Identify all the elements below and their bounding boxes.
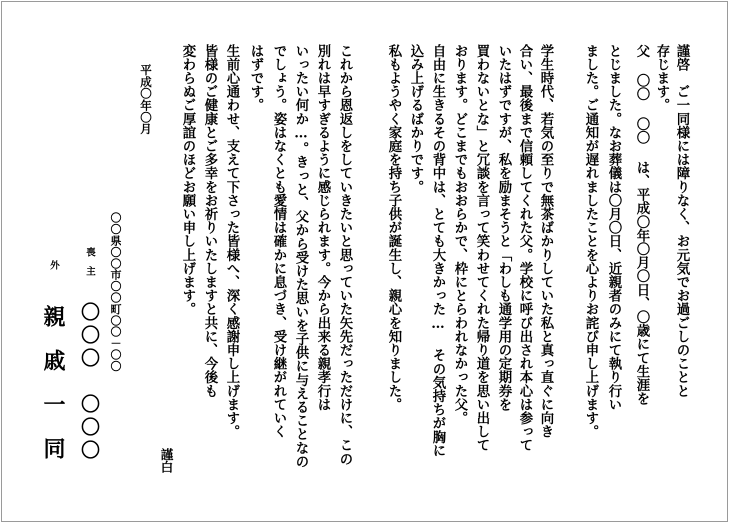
letter-line-17: でしょう。姿はなくとも愛情は確かに息づき、受け継がれていく	[271, 44, 287, 439]
letter-line-15: 別れは早すぎるように感じられます。今から出来る親孝行は	[315, 44, 331, 412]
chief-mourner-name: 〇〇〇 〇〇〇	[78, 302, 100, 463]
letter-line-6: 学生時代、若気の至りで無茶ばかりしていた私と真っ直ぐに向き	[538, 44, 554, 439]
chief-mourner-role: 喪 主	[84, 247, 95, 276]
letter-line-18: はずです。	[248, 44, 264, 112]
letter-line-2: 存じます。	[654, 44, 670, 112]
letter-line-20: 皆様のご健康とご多幸をお祈りいたしますと共に、今後も	[202, 44, 218, 398]
letter-line-7: 合い、最後まで信頼してくれた父。学校に呼び出され本心は参って	[517, 44, 533, 452]
letter-line-3: 父 〇〇 〇〇 は、平成〇年〇月〇日、〇歳にて生涯を	[634, 44, 650, 406]
letter-line-14: これから恩返しをしていきたいと思っていた矢先だっただけに、この	[337, 44, 353, 466]
letter-line-13: 私もようやく家庭を持ち子供が誕生し、親心を知りました。	[386, 44, 402, 412]
relatives-label: 親 戚 一 同	[40, 305, 66, 459]
letter-line-10: おります。どこまでもおおらかで、枠にとらわれなかった父。	[452, 44, 468, 425]
letter-line-1: 謹啓 ご一同様には障りなく、お元気でお過ごしのことと	[674, 44, 690, 398]
letter-line-19: 生前心通わせ、支えて下さった皆様へ、深く感謝申し上げます。	[224, 44, 240, 439]
letter-line-21: 変わらぬご厚誼のほどお願い申し上げます。	[180, 44, 196, 316]
letter-line-11: 自由に生きるその背中は、とても大きかった… その気持ちが胸に	[430, 44, 446, 458]
memorial-letter-page	[1, 1, 728, 522]
letter-line-8: いたはずですが、私を励まそうと「わしも通学用の定期券を	[496, 44, 512, 412]
closing-kinpaku: 謹白	[159, 448, 174, 473]
letter-line-12: 込み上げるばかりです。	[408, 44, 424, 194]
letter-line-16: いったい何か…。きっと、父から受けた思いを子供に与えることなの	[293, 44, 309, 469]
sender-address: 〇〇県〇〇市〇〇町〇〇－〇〇	[109, 212, 122, 372]
letter-line-9: 買わないとな」と冗談を言って笑わせてくれた帰り道を思い出して	[474, 44, 490, 452]
letter-line-5: ました。ご通知が遅れましたことを心よりお詫び申し上げます。	[583, 44, 599, 439]
relatives-prefix: 外	[48, 260, 59, 270]
letter-date: 平成〇年〇月	[139, 64, 153, 135]
letter-line-4: とじました。なお葬儀は〇月〇日、近親者のみにて執り行い	[606, 44, 622, 412]
